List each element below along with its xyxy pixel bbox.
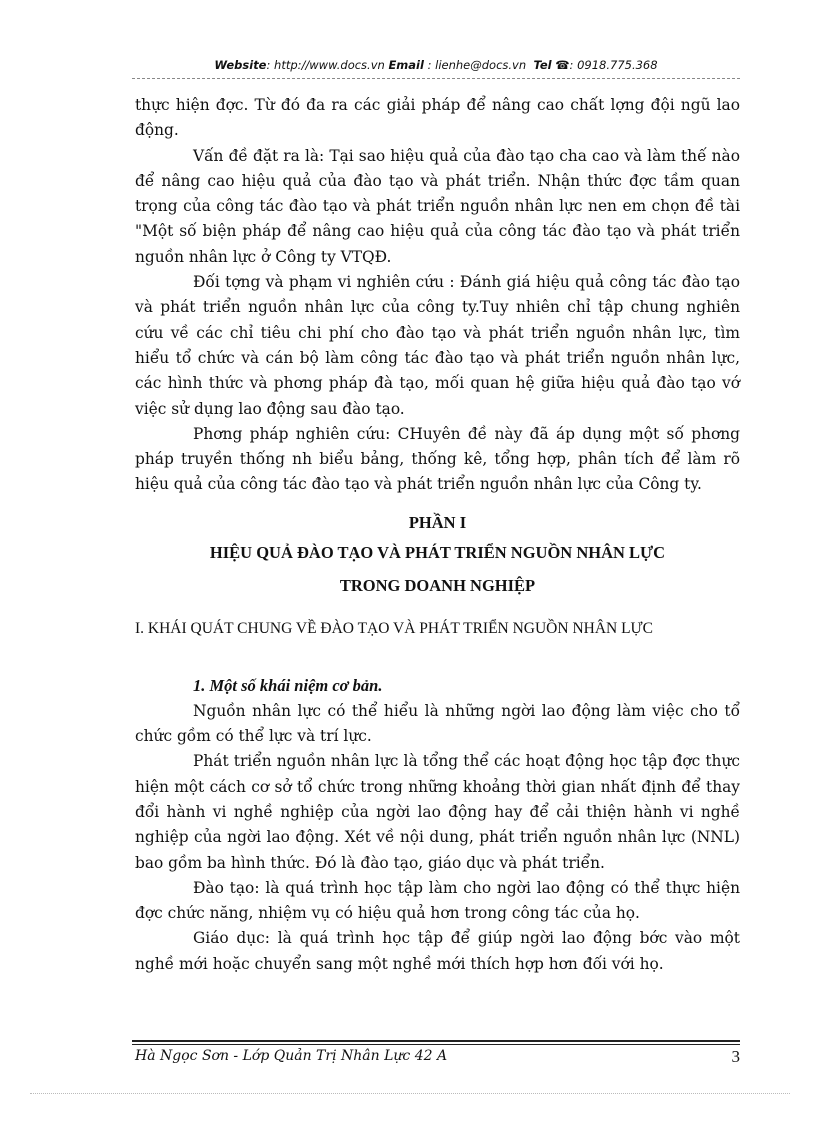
phone-icon: ☎ — [555, 58, 570, 72]
email-value: : lienhe@docs.vn — [423, 58, 527, 72]
section-heading: I. KHÁI QUÁT CHUNG VỀ ĐÀO TẠO VÀ PHÁT TRIỂN NGUỒN NHÂN LỰC — [135, 619, 653, 637]
tel-label: Tel — [533, 58, 552, 72]
footer-author-class: Hà Ngọc Sơn - Lớp Quản Trị Nhân Lực 42 A — [135, 1048, 448, 1064]
page-header — [132, 58, 740, 72]
part-subtitle-line-1: HIỆU QUẢ ĐÀO TẠO VÀ PHÁT TRIỂN NGUỒN NHÂN LỰC — [209, 542, 666, 562]
footer-divider-thick — [132, 1040, 740, 1042]
page-number: 3 — [731, 1047, 740, 1066]
paragraph-7: Đào tạo: là quá trình học tập làm cho ngời lao động có thể thực hiện đợc chức năng, nhiệm vụ có hiệu quả hơn trong công tác của họ. — [135, 878, 740, 923]
header-divider — [132, 78, 740, 79]
tel-value: : 0918.775.368 — [569, 58, 658, 72]
page-body — [135, 93, 740, 977]
paragraph-5: Nguồn nhân lực có thể hiểu là những ngời lao động làm việc cho tổ chức gồm có thể lực và trí lực. — [135, 701, 740, 746]
paragraph-4: Phơng pháp nghiên cứu: CHuyên đề này đã áp dụng một số phơng pháp truyền thống nh biểu bảng, thống kê, tổng hợp, phân tích để làm rõ hiệu quả của công tác đào tạo và phát triển nguồn nhân lực của Công ty. — [135, 424, 740, 494]
email-label: Email — [388, 58, 424, 72]
paragraph-6: Phát triển nguồn nhân lực là tổng thể các hoạt động học tập đợc thực hiện một cách cơ sở tổ chức trong những khoảng thời gian nhất định để thay đổi hành vi nghề nghiệp của ngời lao động hay để cải thiện hành vi nghề nghiệp của ngời lao động. Xét về nội dung, phát triển nguồn nhân lực (NNL) bao gồm ba hình thức. Đó là đào tạo, giáo dục và phát triển. — [135, 752, 740, 872]
footer-divider-thin — [132, 1044, 740, 1045]
paragraph-2: Vấn đề đặt ra là: Tại sao hiệu quả của đào tạo cha cao và làm thế nào để nâng cao hiệu quả của đào tạo và phát triển. Nhận thức đợc tầm quan trọng của công tác đào tạo và phát triển nguồn nhân lực nen em chọn đề tài "Một số biện pháp để nâng cao hiệu quả của công tác đào tạo và phát triển nguồn nhân lực ở Công ty VTQĐ. — [135, 146, 740, 266]
paragraph-8: Giáo dục: là quá trình học tập để giúp ngời lao động bớc vào một nghề mới hoặc chuyển sang một nghề mới thích hợp hơn đối với họ. — [135, 929, 740, 973]
part-subtitle-line-2: TRONG DOANH NGHIỆP — [339, 575, 536, 595]
paragraph-3: Đối tợng và phạm vi nghiên cứu : Đánh giá hiệu quả công tác đào tạo và phát triển nguồn nhân lực của công ty.Tuy nhiên chỉ tập chung nghiên cứu về các chỉ tiêu chi phí cho đào tạo và phát triển nguồn nhân lực, tìm hiểu tổ chức và cán bộ làm công tác đào tạo và phát triển nguồn nhân lực, các hình thức và phơng pháp đà tạo, mối quan hệ giữa hiệu quả đào tạo vớ việc sử dụng lao động sau đào tạo. — [135, 273, 740, 418]
page-bottom-edge — [30, 1093, 790, 1094]
website-value: : http://www.docs.vn — [266, 58, 385, 72]
website-label: Website — [214, 58, 267, 72]
subsection-heading: 1. Một số khái niệm cơ bản. — [193, 675, 383, 695]
part-title: PHẦN I — [408, 512, 467, 532]
paragraph-1: thực hiện đợc. Từ đó đa ra các giải pháp để nâng cao chất lợng đội ngũ lao động. — [135, 96, 740, 140]
